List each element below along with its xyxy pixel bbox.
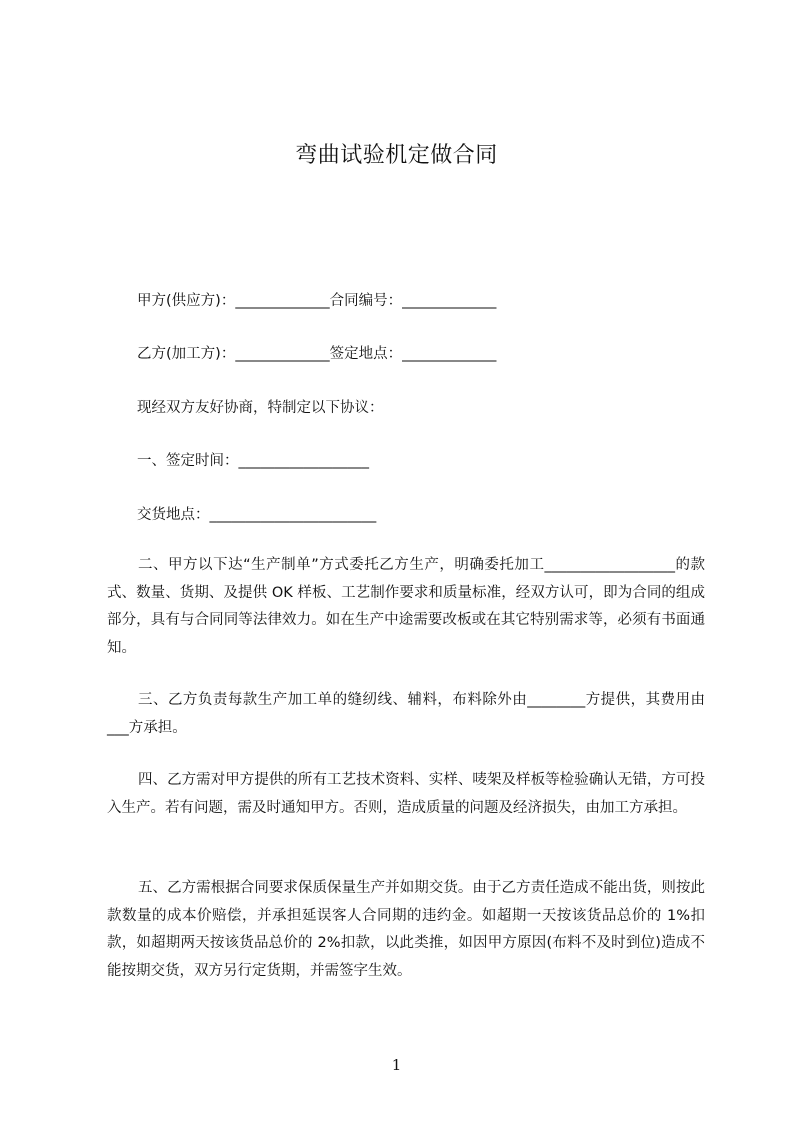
document-title: 弯曲试验机定做合同 xyxy=(295,143,498,168)
page-number: 1 xyxy=(391,1056,402,1074)
clause-5-paragraph: 五、乙方需根据合同要求保质保量生产并如期交货。由于乙方责任造成不能出货，则按此款数量的成本价赔偿，并承担延误客人合同期的违约金。如超期一天按该货品总价的 1%扣款，如超期两天按该货品总价的 2%扣款，以此类推，如因甲方原因(布料不及时到位)造成不能按期交货，双方另行定货期，并需签字生效。 xyxy=(107,880,705,979)
intro-line: 现经双方友好协商，特制定以下协议： xyxy=(137,400,384,416)
clause-1-signing-time: 一、签定时间：__________________ xyxy=(137,453,369,469)
clause-1-delivery-place: 交货地点：_______________________ xyxy=(137,507,377,523)
clause-4-paragraph: 四、乙方需对甲方提供的所有工艺技术资料、实样、唛架及样板等检验确认无错，方可投入生产。若有问题，需及时通知甲方。否则，造成质量的问题及经济损失，由加工方承担。 xyxy=(107,772,705,816)
party-b-line: 乙方(加工方)：_____________签定地点：_____________ xyxy=(137,346,497,362)
clause-2-paragraph: 二、甲方以下达“生产制单”方式委托乙方生产，明确委托加工__________________的款式、数量、货期、及提供 OK 样板、工艺制作要求和质量标准，经双方认可，即为合同的组成部分，具有与合同同等法律效力。如在生产中途需要改板或在其它特别需求等，必须有书面通知。 xyxy=(107,557,705,656)
clause-3-paragraph: 三、乙方负责每款生产加工单的缝纫线、辅料，布料除外由________方提供，其费用由___方承担。 xyxy=(107,692,705,736)
party-a-line: 甲方(供应方)：_____________合同编号：_____________ xyxy=(137,293,497,309)
